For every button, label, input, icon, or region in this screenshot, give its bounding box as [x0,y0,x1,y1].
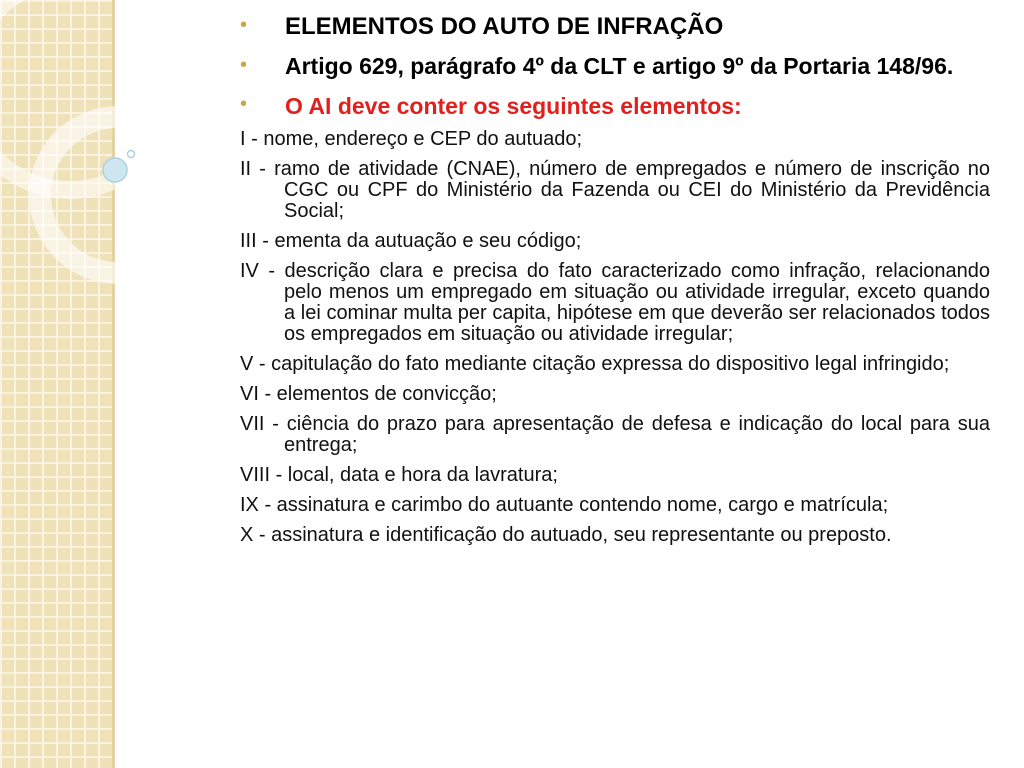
slide-title: ELEMENTOS DO AUTO DE INFRAÇÃO [285,13,724,40]
list-item: II - ramo de atividade (CNAE), número de empregados e número de inscrição no CGC ou CPF do Ministério da Fazenda ou CEI do Ministério da Previdência Social; [240,158,990,222]
bullet-icon: • [240,14,248,36]
list-item: V - capitulação do fato mediante citação expressa do dispositivo legal infringido; [240,353,950,375]
bullet-legal-reference [240,54,990,79]
bubble-large [103,158,127,182]
list-item: VIII - local, data e hora da lavratura; [240,464,558,486]
bullet-icon: • [240,93,248,115]
list-item: VII - ciência do prazo para apresentação de defesa e indicação do local para sua entrega; [240,413,990,456]
list-item: X - assinatura e identificação do autuado, seu representante ou preposto. [240,524,892,546]
elements-list [240,129,990,546]
list-item: VI - elementos de convicção; [240,383,497,405]
bullet-title [240,14,990,40]
slide-content [240,14,990,555]
legal-reference-text: Artigo 629, parágrafo 4º da CLT e artigo 9º da Portaria 148/96. [285,53,954,79]
bullet-icon: • [240,54,248,76]
list-item: IV - descrição clara e precisa do fato caracterizado como infração, relacionando pelo menos um empregado em situação ou atividade irregular, exceto quando a lei cominar multa per capita, hipótese em que deverão ser relacionados todos os empregados em situação ou atividade irregular; [240,260,990,345]
bubble-small [128,151,135,158]
bullet-requirements-heading [240,93,990,119]
list-item: III - ementa da autuação e seu código; [240,230,582,252]
list-item: I - nome, endereço e CEP do autuado; [240,128,583,150]
list-item: IX - assinatura e carimbo do autuante contendo nome, cargo e matrícula; [240,494,889,516]
decorative-circles [0,0,180,320]
requirements-heading: O AI deve conter os seguintes elementos: [285,93,742,119]
